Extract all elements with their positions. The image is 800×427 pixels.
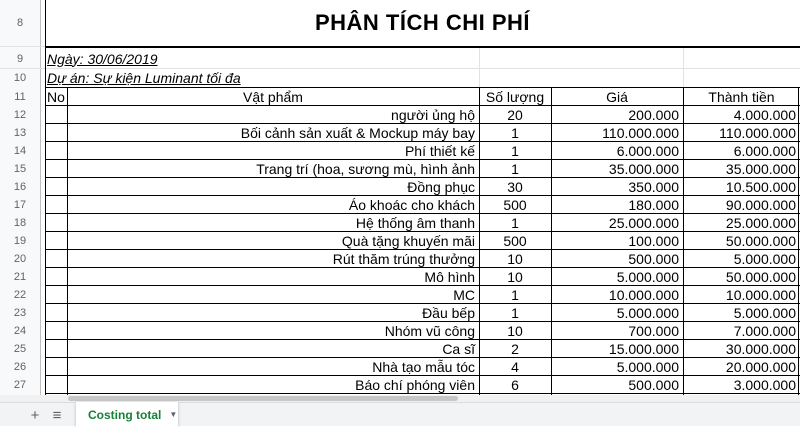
column-border xyxy=(551,87,552,395)
item-cell[interactable]: MC xyxy=(453,287,475,303)
total-cell[interactable]: 6.000.000 xyxy=(733,143,796,159)
table-row xyxy=(0,268,800,286)
qty-cell[interactable]: 1 xyxy=(511,125,519,141)
item-cell[interactable]: Áo khoác cho khách xyxy=(348,197,475,213)
row-number[interactable]: 14 xyxy=(13,145,27,157)
qty-cell[interactable]: 500 xyxy=(503,197,527,213)
row-number[interactable]: 21 xyxy=(13,271,27,283)
horizontal-scrollbar[interactable] xyxy=(0,395,800,402)
row-date xyxy=(0,49,800,68)
total-cell[interactable]: 30.000.000 xyxy=(725,341,796,357)
column-border xyxy=(479,87,480,395)
table-row xyxy=(0,340,800,358)
price-cell[interactable]: 25.000.000 xyxy=(608,215,679,231)
price-cell[interactable]: 350.000 xyxy=(628,179,679,195)
table-row xyxy=(0,106,800,124)
price-cell[interactable]: 500.000 xyxy=(628,377,679,393)
item-cell[interactable]: Nhà tạo mẫu tóc xyxy=(372,359,475,375)
header-no[interactable]: No xyxy=(47,88,65,105)
price-cell[interactable]: 5.000.000 xyxy=(616,359,679,375)
column-border xyxy=(67,87,68,395)
price-cell[interactable]: 5.000.000 xyxy=(616,305,679,321)
total-cell[interactable]: 10.500.000 xyxy=(725,179,796,195)
item-cell[interactable]: Đầu bếp xyxy=(422,305,475,321)
qty-cell[interactable]: 10 xyxy=(507,251,523,267)
row-number[interactable]: 18 xyxy=(13,217,27,229)
no-cell[interactable] xyxy=(45,322,67,340)
table-row xyxy=(0,286,800,304)
grid-line xyxy=(683,48,684,87)
sheet-title[interactable]: PHÂN TÍCH CHI PHÍ xyxy=(314,10,531,35)
no-cell[interactable] xyxy=(45,304,67,322)
item-cell[interactable]: Bối cảnh sản xuất & Mockup máy bay xyxy=(240,125,475,141)
scrollbar-thumb[interactable] xyxy=(68,396,458,401)
qty-cell[interactable]: 2 xyxy=(511,341,519,357)
price-cell[interactable]: 200.000 xyxy=(628,107,679,123)
total-cell[interactable]: 35.000.000 xyxy=(725,161,796,177)
price-cell[interactable]: 35.000.000 xyxy=(608,161,679,177)
table-row xyxy=(0,322,800,340)
row-border xyxy=(45,249,800,250)
row-number[interactable]: 15 xyxy=(13,163,27,175)
price-cell[interactable]: 110.000.000 xyxy=(602,125,679,141)
total-cell[interactable]: 10.000.000 xyxy=(725,287,796,303)
price-cell[interactable]: 500.000 xyxy=(628,251,679,267)
item-cell[interactable]: Rút thăm trúng thưởng xyxy=(332,251,475,267)
no-cell[interactable] xyxy=(45,250,67,268)
table-row xyxy=(0,358,800,376)
total-cell[interactable]: 110.000.000 xyxy=(719,125,796,141)
no-cell[interactable] xyxy=(45,214,67,232)
total-cell[interactable]: 20.000.000 xyxy=(725,359,796,375)
row-number[interactable]: 16 xyxy=(13,181,27,193)
row-number[interactable]: 20 xyxy=(13,253,27,265)
table-top-border xyxy=(45,87,800,88)
grid-line xyxy=(479,48,480,87)
plus-icon[interactable]: + xyxy=(30,406,40,424)
item-cell[interactable]: Báo chí phóng viên xyxy=(355,377,475,393)
table-row xyxy=(0,142,800,160)
qty-cell[interactable]: 20 xyxy=(507,107,523,123)
table-row xyxy=(0,232,800,250)
row-number[interactable]: 19 xyxy=(13,235,27,247)
table-row xyxy=(0,250,800,268)
item-cell[interactable]: Hệ thống âm thanh xyxy=(355,215,475,231)
table-row xyxy=(0,160,800,178)
price-cell[interactable]: 100.000 xyxy=(628,233,679,249)
row-number[interactable]: 22 xyxy=(13,289,27,301)
row-number[interactable]: 25 xyxy=(13,343,27,355)
header-bottom-border xyxy=(45,105,800,106)
table-row xyxy=(0,376,800,394)
row-border xyxy=(45,195,800,196)
qty-cell[interactable]: 6 xyxy=(511,377,519,393)
table-right-border xyxy=(798,87,799,395)
item-cell[interactable]: Trang trí (hoa, sương mù, hình ảnh xyxy=(256,161,475,177)
sheet-tab-costing-total[interactable] xyxy=(76,402,178,427)
table-row xyxy=(0,214,800,232)
no-cell[interactable] xyxy=(45,232,67,250)
row-number[interactable]: 11 xyxy=(14,90,26,103)
no-cell[interactable] xyxy=(45,376,67,394)
table-row xyxy=(0,124,800,142)
header-item[interactable]: Vật phẩm xyxy=(243,88,303,105)
row-number[interactable]: 23 xyxy=(13,307,27,319)
item-cell[interactable]: Quà tặng khuyến mãi xyxy=(341,233,475,249)
total-cell[interactable]: 5.000.000 xyxy=(733,251,796,267)
item-cell[interactable]: Mô hình xyxy=(424,269,475,285)
grid-line xyxy=(0,46,45,47)
qty-cell[interactable]: 1 xyxy=(511,161,519,177)
no-cell[interactable] xyxy=(45,142,67,160)
grid-line xyxy=(0,68,800,69)
row-border xyxy=(45,375,800,376)
no-cell[interactable] xyxy=(45,286,67,304)
no-cell[interactable] xyxy=(45,160,67,178)
no-cell[interactable] xyxy=(45,196,67,214)
qty-cell[interactable]: 30 xyxy=(507,179,523,195)
row-border xyxy=(45,285,800,286)
item-cell[interactable]: Phí thiết kế xyxy=(404,143,475,159)
total-cell[interactable]: 5.000.000 xyxy=(733,305,796,321)
sheet-tab-label: Costing total xyxy=(88,407,162,422)
row-number[interactable]: 13 xyxy=(13,127,27,139)
date-cell[interactable]: Ngày: 30/06/2019 xyxy=(47,50,158,67)
qty-cell[interactable]: 10 xyxy=(507,323,523,339)
price-cell[interactable]: 10.000.000 xyxy=(608,287,679,303)
row-border xyxy=(45,267,800,268)
sheet-tab-bar xyxy=(0,402,800,426)
row-border xyxy=(45,159,800,160)
row-border xyxy=(45,339,800,340)
total-cell[interactable]: 3.000.000 xyxy=(733,377,796,393)
list-icon[interactable]: ≡ xyxy=(52,406,62,424)
qty-cell[interactable]: 10 xyxy=(507,269,523,285)
row-border xyxy=(45,213,800,214)
row-border xyxy=(45,231,800,232)
row-number[interactable]: 8 xyxy=(16,17,24,29)
table-header-row xyxy=(0,87,800,106)
title-border xyxy=(45,46,800,48)
price-cell[interactable]: 180.000 xyxy=(628,197,679,213)
row-number[interactable]: 17 xyxy=(13,199,27,211)
price-cell[interactable]: 6.000.000 xyxy=(616,143,679,159)
row-number[interactable]: 24 xyxy=(13,325,27,337)
row-number[interactable]: 12 xyxy=(13,109,27,121)
total-cell[interactable]: 25.000.000 xyxy=(725,215,796,231)
no-cell[interactable] xyxy=(45,106,67,124)
column-border xyxy=(683,87,684,395)
caret-down-icon[interactable]: ▼ xyxy=(169,410,178,419)
header-price[interactable]: Giá xyxy=(606,88,628,105)
project-cell[interactable]: Dự án: Sự kiện Luminant tối đa xyxy=(47,69,241,86)
row-number[interactable]: 26 xyxy=(13,361,27,373)
row-border xyxy=(45,321,800,322)
no-cell[interactable] xyxy=(45,358,67,376)
row-border xyxy=(45,393,800,394)
row-border xyxy=(45,123,800,124)
row-title xyxy=(0,0,800,46)
item-cell[interactable]: người ủng hộ xyxy=(391,107,475,123)
row-border xyxy=(45,177,800,178)
total-cell[interactable]: 50.000.000 xyxy=(725,233,796,249)
price-cell[interactable]: 700.000 xyxy=(628,323,679,339)
header-qty[interactable]: Số lượng xyxy=(485,88,545,105)
price-cell[interactable]: 5.000.000 xyxy=(616,269,679,285)
no-cell[interactable] xyxy=(45,268,67,286)
table-row xyxy=(0,196,800,214)
item-cell[interactable]: Đồng phục xyxy=(407,179,475,195)
row-border xyxy=(45,141,800,142)
row-project xyxy=(0,68,800,87)
no-cell[interactable] xyxy=(45,340,67,358)
qty-cell[interactable]: 1 xyxy=(511,143,519,159)
qty-cell[interactable]: 500 xyxy=(503,233,527,249)
row-border xyxy=(45,303,800,304)
table-row xyxy=(0,178,800,196)
total-cell[interactable]: 7.000.000 xyxy=(733,323,796,339)
item-cell[interactable]: Nhóm vũ công xyxy=(384,323,475,339)
row-border xyxy=(45,357,800,358)
item-cell[interactable]: Ca sĩ xyxy=(442,341,475,357)
qty-cell[interactable]: 1 xyxy=(511,215,519,231)
table-left-border xyxy=(45,0,46,395)
header-total[interactable]: Thành tiền xyxy=(708,88,775,105)
row-number[interactable]: 9 xyxy=(16,52,24,65)
qty-cell[interactable]: 4 xyxy=(511,359,519,375)
total-cell[interactable]: 90.000.000 xyxy=(725,197,796,213)
qty-cell[interactable]: 1 xyxy=(511,287,519,303)
qty-cell[interactable]: 1 xyxy=(511,305,519,321)
table-row xyxy=(0,304,800,322)
total-cell[interactable]: 50.000.000 xyxy=(725,269,796,285)
total-cell[interactable]: 4.000.000 xyxy=(733,107,796,123)
row-number[interactable]: 27 xyxy=(13,379,27,391)
no-cell[interactable] xyxy=(45,178,67,196)
row-number[interactable]: 10 xyxy=(13,71,27,84)
no-cell[interactable] xyxy=(45,124,67,142)
price-cell[interactable]: 15.000.000 xyxy=(608,341,679,357)
